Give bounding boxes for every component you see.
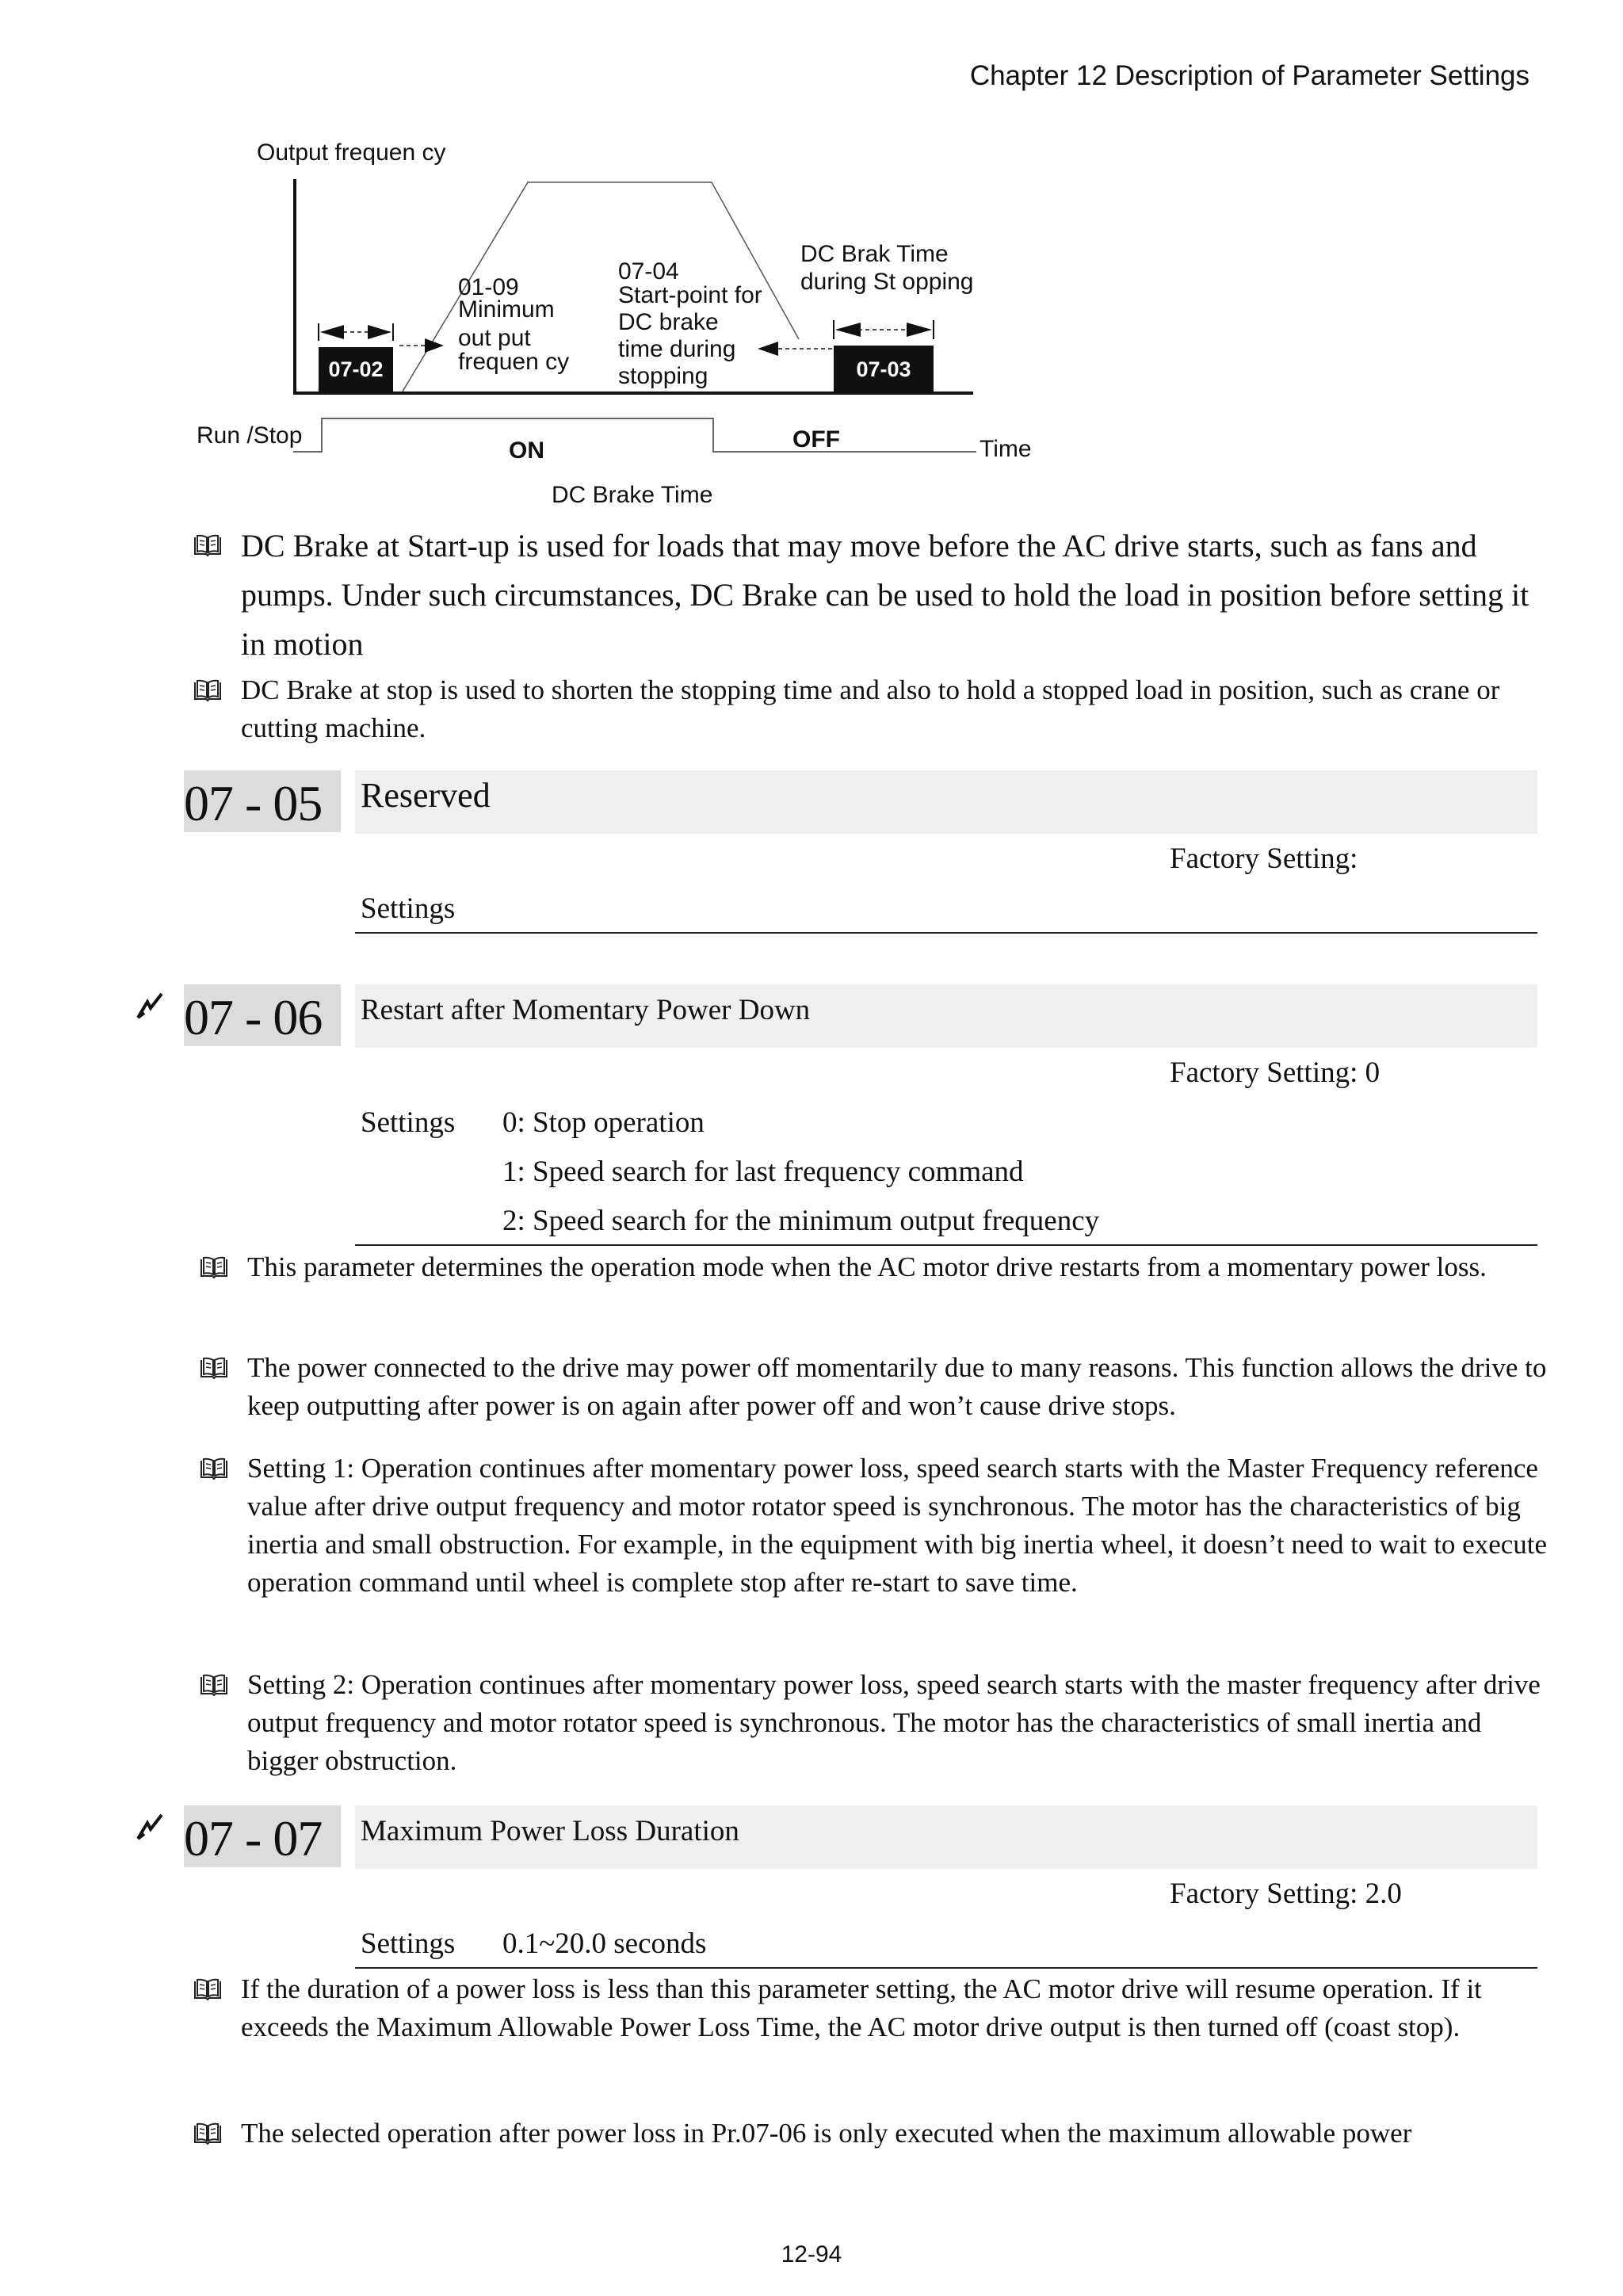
diagram-caption: DC Brake Time bbox=[552, 482, 713, 508]
note-0706-2: The power connected to the drive may power off momentarily due to many reasons. This function allows the drive to keep outputting after power is on again after power off and won’t cause drive stops. bbox=[203, 1349, 1550, 1425]
box-07-02-label: 07-02 bbox=[328, 357, 384, 381]
factory-setting-0705: Factory Setting: bbox=[1170, 842, 1358, 875]
min-freq-code: 01-09 bbox=[458, 274, 519, 300]
lightning-icon bbox=[136, 992, 163, 1019]
settings-option-2: 2: Speed search for the minimum output frequency bbox=[502, 1205, 1100, 1237]
stop-time-line-2: during St opping bbox=[800, 269, 974, 295]
param-title-0706: Restart after Momentary Power Down bbox=[361, 994, 811, 1026]
off-label: OFF bbox=[792, 426, 840, 453]
settings-rule-0705 bbox=[355, 932, 1537, 934]
settings-option-0: 0: Stop operation bbox=[502, 1106, 705, 1139]
y-axis-label: Output frequen cy bbox=[257, 139, 446, 166]
start-point-line-1: Start-point for bbox=[618, 282, 762, 308]
factory-setting-0706: Factory Setting: 0 bbox=[1170, 1056, 1381, 1089]
book-icon bbox=[200, 1256, 228, 1278]
settings-rule-0706 bbox=[355, 1244, 1537, 1246]
book-icon bbox=[193, 2122, 222, 2145]
note-0706-4: Setting 2: Operation continues after momentary power loss, speed search starts with the master frequency after drive output frequency and motor rotator speed is synchronous. The motor has the characteristics of small inertia and bigger obstruction. bbox=[203, 1666, 1550, 1780]
note-0707-2: The selected operation after power loss in Pr.07-06 is only executed when the maximum allowable power bbox=[197, 2115, 1544, 2153]
book-icon bbox=[200, 1674, 228, 1696]
param-title-0707: Maximum Power Loss Duration bbox=[361, 1815, 739, 1847]
arrow-stop-left bbox=[835, 323, 861, 337]
note-0707-1: If the duration of a power loss is less than this parameter setting, the AC motor drive will resume operation. If it exceeds the Maximum Allowable Power Loss Time, the AC motor drive output is then turned off (coast stop). bbox=[197, 1970, 1544, 2046]
start-point-line-4: stopping bbox=[618, 363, 708, 389]
chapter-header: Chapter 12 Description of Parameter Settings bbox=[969, 60, 1529, 91]
start-point-line-3: time during bbox=[618, 336, 736, 362]
book-icon bbox=[193, 679, 222, 701]
note-0706-1: This parameter determines the operation mode when the AC motor drive restarts from a momentary power loss. bbox=[203, 1248, 1550, 1286]
dc-brake-timing-diagram bbox=[182, 127, 1086, 515]
param-bar-0705 bbox=[355, 770, 1537, 834]
book-icon bbox=[200, 1457, 228, 1480]
run-stop-label: Run /Stop bbox=[197, 422, 303, 449]
settings-option-range: 0.1~20.0 seconds bbox=[502, 1927, 707, 1960]
arrow-start-point bbox=[758, 342, 778, 356]
start-point-line-2: DC brake bbox=[618, 309, 719, 335]
param-code-0705: 07 - 05 bbox=[184, 770, 341, 832]
stop-time-line-1: DC Brak Time bbox=[800, 241, 949, 267]
settings-label-0706: Settings bbox=[361, 1106, 456, 1139]
start-point-code: 07-04 bbox=[618, 258, 679, 285]
arrow-start-right bbox=[368, 325, 391, 339]
box-07-03-label: 07-03 bbox=[856, 357, 911, 381]
on-label: ON bbox=[509, 437, 544, 464]
time-label: Time bbox=[980, 436, 1032, 462]
param-title-0705: Reserved bbox=[361, 776, 491, 815]
book-icon bbox=[193, 534, 222, 556]
min-freq-line-3: frequen cy bbox=[458, 349, 570, 375]
param-code-0706: 07 - 06 bbox=[184, 984, 341, 1046]
settings-rule-0707 bbox=[355, 1967, 1537, 1969]
lightning-icon bbox=[136, 1813, 163, 1840]
arrow-start-left bbox=[320, 325, 344, 339]
book-icon bbox=[200, 1357, 228, 1379]
arrow-min-freq bbox=[425, 338, 444, 353]
arrow-stop-right bbox=[907, 323, 932, 337]
note-0706-3: Setting 1: Operation continues after momentary power loss, speed search starts with the Master Frequency reference value after drive output frequency and motor rotator speed is synchronous. The motor has the characteristics of big inertia and small obstruction. For example, in the equipment with big inertia wheel, it doesn’t need to wait to execute operation command until wheel is complete stop after re-start to save time. bbox=[203, 1450, 1550, 1602]
param-code-0707: 07 - 07 bbox=[184, 1805, 341, 1867]
note-dc-brake-stop: DC Brake at stop is used to shorten the stopping time and also to hold a stopped load in position, such as crane or cutting machine. bbox=[197, 671, 1544, 747]
factory-setting-0707: Factory Setting: 2.0 bbox=[1170, 1878, 1402, 1910]
settings-label-0707: Settings bbox=[361, 1927, 456, 1960]
page-number: 12-94 bbox=[781, 2241, 842, 2267]
run-stop-signal bbox=[293, 418, 976, 452]
min-freq-line-1: Minimum bbox=[458, 296, 555, 323]
settings-option-1: 1: Speed search for last frequency command bbox=[502, 1156, 1024, 1188]
book-icon bbox=[193, 1978, 222, 2000]
min-freq-line-2: out put bbox=[458, 325, 531, 351]
note-dc-brake-startup: DC Brake at Start-up is used for loads that may move before the AC drive starts, such as fans and pumps. Under such circumstances, DC Brake can be used to hold the load in position before setting it in motion bbox=[197, 521, 1544, 669]
settings-label-0705: Settings bbox=[361, 892, 456, 925]
